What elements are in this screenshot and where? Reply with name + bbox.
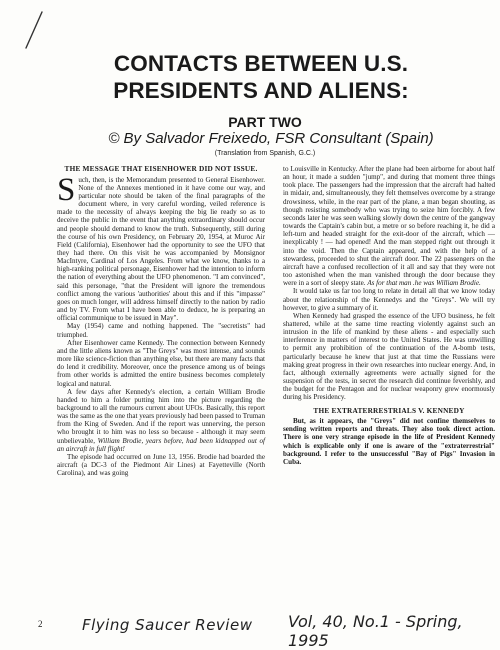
title-line-1: CONTACTS BETWEEN U.S.	[113, 51, 409, 76]
left-column	[57, 165, 265, 477]
article-title	[66, 50, 456, 104]
title-line-2: PRESIDENTS AND ALIENS:	[113, 78, 409, 103]
section-heading-kennedy: THE EXTRATERRESTRIALS V. KENNEDY	[313, 405, 465, 415]
paragraph: A few days after Kennedy's election, a certain William Brodie handed to him a folder putting him into the picture regarding the background to all the rumours current about UFOs. Basically, this report was the same as the one that years previously had been passed to Truman from the King of Sweden. And if the report was unnerving, the person who brought it to him was no less so because - although it may seem unbelievable, William Brodie, years before, had been kidnapped out of an aircraft in full flight!	[57, 387, 265, 453]
bold-paragraph: But, as it appears, the "Greys" did not confine themselves to sending written reports and threats. They also took direct action. There is one very strange episode in the life of President Kennedy which is explicable only if one is aware of the "extraterrestrial" background. I refer to the unsuccessful "Bay of Pigs" Invasion in Cuba.	[283, 417, 495, 466]
paragraph: to Louisville in Kentucky. After the plane had been airborne for about half an hour, it made a sudden "jump", and during that moment three things took place. The passengers had the impression that the aircraft had halted in midair, and, simultaneously, they felt themselves overcome by a strange drowsiness, while, in the rear part of the plane, a man began shouting, as though resisting somebody who was trying to seize him forcibly. A few seconds later he was seen walking slowly down the centre of the gangway towards the Captain's cabin but, a metre or so before reaching it, he did a left-turn and headed straight for the exit-door of the aircraft, which — inexplicably ! — had opened! And the man stepped right out through it into the void. Then the Captain appeared, and with the help of a stewardess, proceeded to shut the aircraft door. The 22 passengers on the aircraft have a confused recollection of it all and say that they were not too astonished when the man vanished through the door because they were in a sort of sleepy state. As for that man .he was William Brodie.	[283, 165, 495, 288]
handwritten-publication-name: Flying Saucer Review	[82, 616, 253, 634]
paragraph: May (1954) came and nothing happened. The "secretists" had triumphed.	[57, 322, 265, 339]
translation-note: (Translation from Spanish, G.C.)	[214, 150, 316, 157]
paragraph: When Kennedy had grasped the essence of the UFO business, he felt shattered, while at the same time reacting violently against such an intrusion in the life of mankind by these aliens - and especially such interference in matters of interest to the United States. He was unwilling to permit any prohibition of the continuation of the A-bomb tests, particularly because he knew that just at that time the Russians were making great progress in their own researches into nuclear energy. And, in fact, although externally agreements were actually signed for the suspension of the tests, in secret the research did continue feverishly, and the budget for the Pentagon and for nuclear weaponry grew enormously during his Presidency.	[283, 311, 495, 402]
handwritten-issue-info: Vol, 40, No.1 - Spring, 1995	[288, 612, 463, 650]
part-label: PART TWO	[228, 114, 302, 130]
paragraph: The episode had occurred on June 13, 1956. Brodie had boarded the aircraft (a DC-3 of the Piedmont Air Lines) at Fayetteville (North Carolina), and was going	[57, 452, 265, 478]
author-byline: © By Salvador Freixedo, FSR Consultant (Spain)	[108, 130, 434, 147]
page-number: 2	[38, 619, 43, 629]
handwritten-slash-mark	[20, 10, 46, 52]
right-column	[283, 165, 495, 466]
paragraph: It would take us far too long to relate in detail all that we know today about the relationship of the Kennedys and the "Greys". We will try however, to give a summary of it.	[283, 287, 495, 312]
paragraph: After Eisenhower came Kennedy. The connection between Kennedy and the little aliens known as "The Greys" was most intense, and sounds more like science-fiction than anything else, but there are many facts that do lend it credibility. Moreover, once the presence among us of beings from other worlds is admitted the entire business becomes completely logical and natural.	[57, 338, 266, 388]
drop-cap: S	[57, 171, 76, 208]
section-heading-eisenhower: THE MESSAGE THAT EISENHOWER DID NOT ISSUE.	[64, 164, 258, 173]
paragraph: Such, then, is the Memorandum presented to General Eisenhower. None of the Annexes mentioned in it have come our way, and particular note should be taken of the final paragraphs of the document where, in very careful wording, veiled reference is made to the necessity of always keeping the big lie ready so as to deceive the public in the event that anything extraordinary should occur and people should demand to know the truth. Subsequently, still during the course of his own Presidency, on February 20, 1954, at Muroc Air Field (California), Eisenhower had the opportunity to see the UFO that they had there. On this visit he was accompanied by Monsignor MacIntyre, Cardinal of Los Angeles. From what we know, thanks to a high-ranking political personage, Eisenhower had the intention to inform the nation of everything about the UFO phenomenon. "I am convinced", said this personage, "that the President will ignore the tremendous conflict among the various 'authorities' about this and if this "impasse" goes on much longer, will address himself directly to the nation by radio and by TV. From what I have been able to deduce, he is preparing an official communique to be issued in May".	[57, 171, 265, 323]
